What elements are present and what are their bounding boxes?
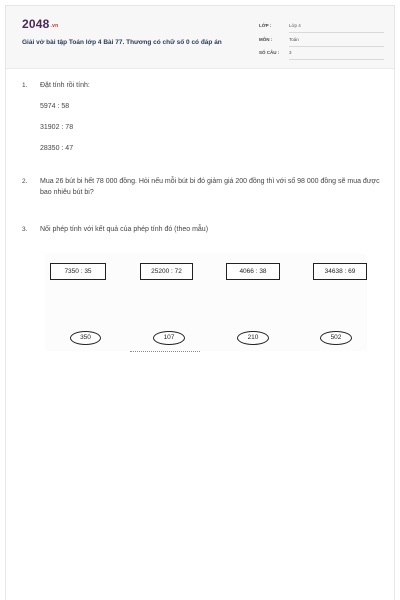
worksheet-header xyxy=(6,6,394,69)
result-ellipse[interactable]: 210 xyxy=(237,331,269,345)
question-1-number: 1. xyxy=(22,82,28,89)
question-3-number: 3. xyxy=(22,226,28,233)
page-title: Giải vở bài tập Toán lớp 4 Bài 77. Thương có chữ số 0 có đáp án xyxy=(22,39,222,46)
calculation: 31902 : 78 xyxy=(40,124,74,131)
expression-box[interactable]: 7350 : 35 xyxy=(50,263,106,280)
expression-box[interactable]: 4066 : 38 xyxy=(226,263,280,280)
question-1-text: Đặt tính rồi tính: xyxy=(40,82,90,89)
meta-grade: LỚP : Lớp 4 xyxy=(259,23,384,35)
expression-box[interactable]: 25200 : 72 xyxy=(140,263,193,280)
question-3-text: Nối phép tính với kết quả của phép tính đó (theo mẫu) xyxy=(40,226,209,233)
calculation: 28350 : 47 xyxy=(40,145,74,152)
meta-question-count: SỐ CÂU : 3 xyxy=(259,50,384,62)
result-ellipse[interactable]: 350 xyxy=(70,331,101,345)
calculation: 5974 : 58 xyxy=(40,103,70,110)
site-logo[interactable]: 2048.vn xyxy=(22,17,59,31)
expression-box[interactable]: 34638 : 69 xyxy=(313,263,367,280)
result-ellipse[interactable]: 502 xyxy=(320,331,352,345)
question-2-text: Mua 26 bút bi hết 78 000 đồng. Hỏi nếu mỗi bút bi đó giảm giá 200 đồng thì với số 98 000 đồng sẽ mua được bao nhiêu bút bi? xyxy=(40,178,380,196)
result-ellipse[interactable]: 107 xyxy=(153,331,185,345)
dotted-line xyxy=(130,348,200,352)
meta-subject: MÔN : Toán xyxy=(259,37,384,49)
question-2-number: 2. xyxy=(22,178,28,185)
